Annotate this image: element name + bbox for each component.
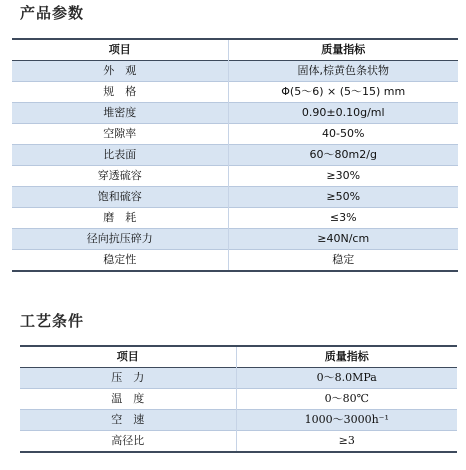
column-header-spec: 质量指标 xyxy=(236,346,457,368)
process-conditions-title: 工艺条件 xyxy=(20,312,85,330)
spec-value-cell: ≥3 xyxy=(236,431,457,453)
item-name-cell: 温 度 xyxy=(20,389,236,410)
spec-value-cell: 固体,棕黄色条状物 xyxy=(228,61,458,82)
table-row xyxy=(12,103,458,124)
table-header-row xyxy=(12,39,458,61)
item-name-cell: 穿透硫容 xyxy=(12,166,228,187)
table-row xyxy=(20,389,457,410)
item-name-cell: 稳定性 xyxy=(12,250,228,272)
table-row xyxy=(20,410,457,431)
spec-value-cell: ≥30% xyxy=(228,166,458,187)
table-row xyxy=(20,368,457,389)
product-parameters-title: 产品参数 xyxy=(20,4,85,22)
item-name-cell: 空 速 xyxy=(20,410,236,431)
table-row xyxy=(12,250,458,272)
item-name-cell: 径向抗压碎力 xyxy=(12,229,228,250)
item-name-cell: 比表面 xyxy=(12,145,228,166)
table-row xyxy=(12,166,458,187)
spec-value-cell: 0～8.0MPa xyxy=(236,368,457,389)
table-row xyxy=(12,124,458,145)
table-row xyxy=(12,145,458,166)
table-row xyxy=(12,229,458,250)
item-name-cell: 规 格 xyxy=(12,82,228,103)
table-row xyxy=(12,208,458,229)
spec-value-cell: 1000～3000h⁻¹ xyxy=(236,410,457,431)
table-row xyxy=(12,187,458,208)
table-row xyxy=(12,61,458,82)
column-header-item: 项目 xyxy=(20,346,236,368)
spec-value-cell: ≥50% xyxy=(228,187,458,208)
table-header-row xyxy=(20,346,457,368)
item-name-cell: 饱和硫容 xyxy=(12,187,228,208)
item-name-cell: 外 观 xyxy=(12,61,228,82)
spec-value-cell: 0.90±0.10g/ml xyxy=(228,103,458,124)
item-name-cell: 压 力 xyxy=(20,368,236,389)
column-header-item: 项目 xyxy=(12,39,228,61)
spec-value-cell: 40-50% xyxy=(228,124,458,145)
spec-value-cell: ≥40N/cm xyxy=(228,229,458,250)
spec-value-cell: Φ(5～6) × (5～15) mm xyxy=(228,82,458,103)
item-name-cell: 堆密度 xyxy=(12,103,228,124)
product-parameters-table xyxy=(12,38,458,272)
table-row xyxy=(12,82,458,103)
table-row xyxy=(20,431,457,453)
column-header-spec: 质量指标 xyxy=(228,39,458,61)
spec-value-cell: 稳定 xyxy=(228,250,458,272)
item-name-cell: 磨 耗 xyxy=(12,208,228,229)
item-name-cell: 空隙率 xyxy=(12,124,228,145)
spec-value-cell: ≤3% xyxy=(228,208,458,229)
process-conditions-table xyxy=(20,345,457,453)
spec-value-cell: 0～80℃ xyxy=(236,389,457,410)
spec-value-cell: 60～80m2/g xyxy=(228,145,458,166)
item-name-cell: 高径比 xyxy=(20,431,236,453)
